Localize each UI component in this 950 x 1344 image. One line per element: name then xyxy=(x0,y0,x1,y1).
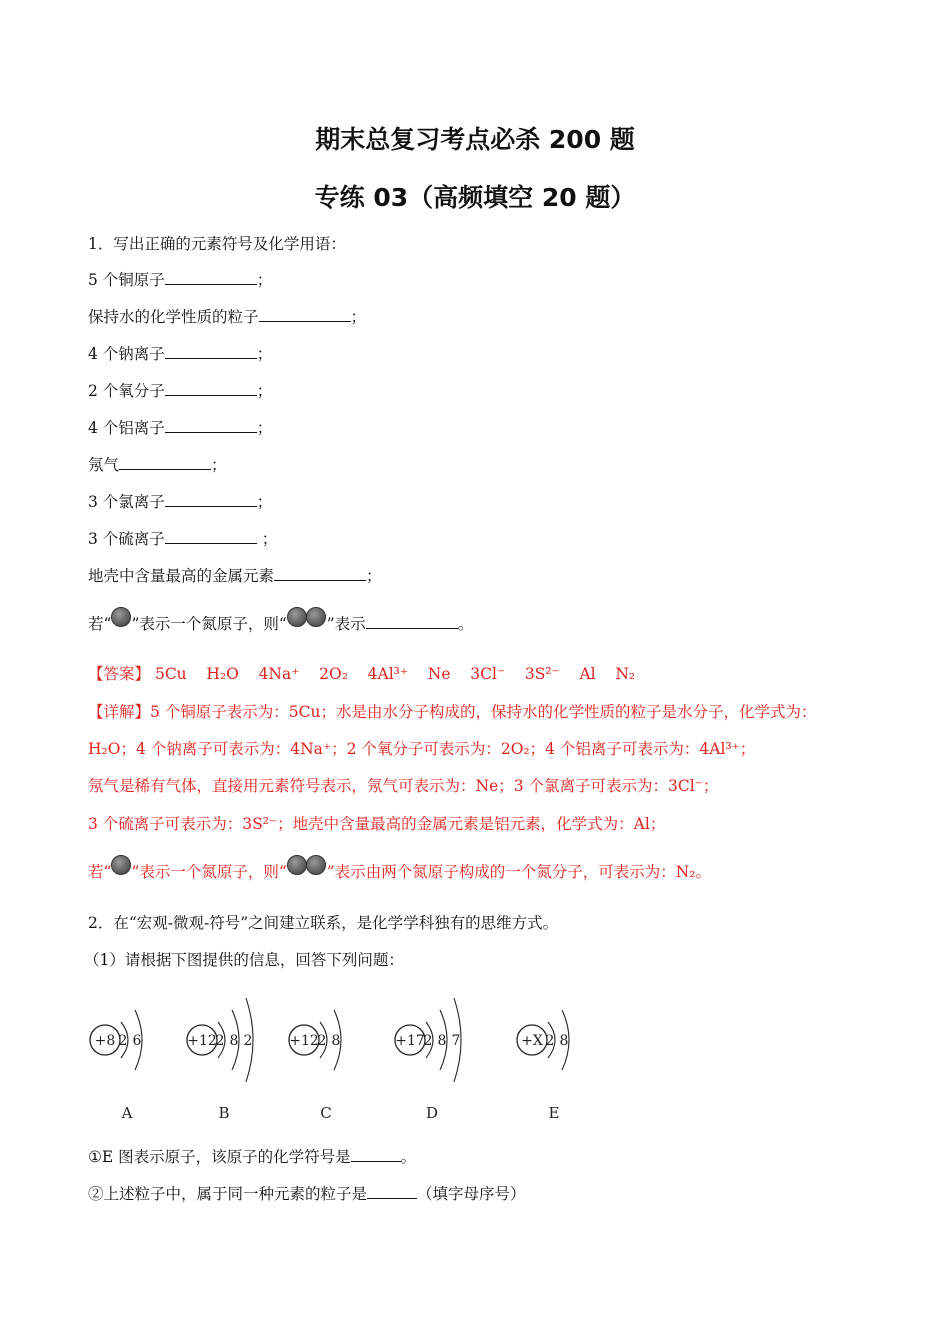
q1-item: 3 个氯离子 ； xyxy=(88,493,273,511)
shell-electron-count: 8 xyxy=(331,1033,341,1049)
q1-item: 保持水的化学性质的粒子 ； xyxy=(88,308,367,326)
diagram-letter: A xyxy=(121,1104,133,1122)
shell-electron-count: 8 xyxy=(229,1033,239,1049)
shell-electron-count: 7 xyxy=(451,1033,461,1049)
answer-blank[interactable] xyxy=(165,418,257,433)
answer-blank[interactable] xyxy=(351,1147,401,1162)
shell-electron-count: 2 xyxy=(317,1033,327,1049)
atom-diagram-b xyxy=(187,998,253,1122)
q2-question-a: ①E 图表示原子，该原子的化学符号是 。 xyxy=(88,1148,417,1166)
shell-electron-count: 8 xyxy=(559,1033,569,1049)
q1-item: 5 个铜原子 ； xyxy=(88,271,273,289)
atom-diagram-c xyxy=(289,1010,341,1122)
shell-electron-count: 2 xyxy=(215,1033,225,1049)
doc-title: 期末总复习考点必杀 200 题 xyxy=(315,125,635,154)
doc-subtitle: 专练 03（高频填空 20 题） xyxy=(314,183,636,212)
shell-electron-count: 2 xyxy=(423,1033,433,1049)
atom-diagram-e xyxy=(517,1010,569,1122)
atom-diagram-d xyxy=(395,998,461,1122)
diagram-letter: C xyxy=(320,1104,332,1122)
answer-blank[interactable] xyxy=(165,381,257,396)
shell-electron-count: 6 xyxy=(132,1033,142,1049)
q1-detail-line: 氖气是稀有气体，直接用元素符号表示，氖气可表示为：Ne；3 个氯离子可表示为：3Cl⁻； xyxy=(88,777,719,795)
q1-item: 3 个硫离子 ； xyxy=(88,530,278,548)
nitrogen-atom-icon xyxy=(111,607,131,627)
answer-blank[interactable] xyxy=(366,614,458,629)
answer-blank[interactable] xyxy=(259,307,351,322)
nucleus-label: +X xyxy=(521,1033,543,1049)
diagram-letter: E xyxy=(548,1104,560,1122)
nitrogen-atom-icon xyxy=(111,855,131,875)
diagram-letter: D xyxy=(425,1104,439,1122)
answer-blank[interactable] xyxy=(274,566,366,581)
diagram-letter: B xyxy=(218,1104,230,1122)
answer-blank[interactable] xyxy=(367,1184,417,1199)
atom-structure-diagrams xyxy=(85,985,605,1135)
detail-tag: 【详解】 xyxy=(88,703,151,721)
shell-electron-count: 2 xyxy=(545,1033,555,1049)
q1-detail-line: H₂O；4 个钠离子可表示为：4Na⁺；2 个氧分子可表示为：2O₂；4 个铝离子可表示为：4Al³⁺； xyxy=(88,740,756,758)
shell-electron-count: 2 xyxy=(118,1033,128,1049)
answer-blank[interactable] xyxy=(165,492,257,507)
q1-detail-line: 3 个硫离子可表示为：3S²⁻；地壳中含量最高的金属元素是铝元素，化学式为：Al； xyxy=(88,815,666,833)
nucleus-label: +12 xyxy=(187,1033,217,1049)
atom-diagram-a xyxy=(90,1010,142,1122)
nitrogen-molecule-icon xyxy=(287,607,327,627)
answer-blank[interactable] xyxy=(165,529,257,544)
answer-blank[interactable] xyxy=(165,270,257,285)
answer-blank[interactable] xyxy=(165,344,257,359)
answer-blank[interactable] xyxy=(119,455,211,470)
q1-item: 2 个氧分子 ； xyxy=(88,382,273,400)
q2-stem: 2．在“宏观-微观-符号”之间建立联系，是化学学科独有的思维方式。 xyxy=(88,914,559,932)
nucleus-label: +8 xyxy=(94,1033,116,1049)
q1-item: 氖气 ； xyxy=(88,456,227,474)
q2-question-b: ②上述粒子中，属于同一种元素的粒子是 （填字母序号） xyxy=(88,1185,526,1203)
q1-detail-line: 若“ ”表示一个氮原子，则“ ”表示由两个氮原子构成的一个氮分子，可表示为：N₂。 xyxy=(88,860,711,883)
q1-stem: 1．写出正确的元素符号及化学用语： xyxy=(88,235,346,253)
q1-detail-line: 【详解】5 个铜原子表示为：5Cu；水是由水分子构成的，保持水的化学性质的粒子是水分子，化学式为： xyxy=(88,703,817,721)
q1-answer: 【答案】 5Cu H₂O 4Na⁺ 2O₂ 4Al³⁺ Ne 3Cl⁻ 3S²⁻ Al N₂ xyxy=(88,665,636,683)
answer-tag: 【答案】 xyxy=(88,665,151,683)
shell-electron-count: 8 xyxy=(437,1033,447,1049)
q1-item: 4 个铝离子 ； xyxy=(88,419,273,437)
shell-electron-count: 2 xyxy=(243,1033,253,1049)
nucleus-label: +12 xyxy=(289,1033,319,1049)
q1-item: 地壳中含量最高的金属元素 ； xyxy=(88,567,382,585)
q1-item-nitrogen: 若“ ”表示一个氮原子，则“ ”表示 。 xyxy=(88,612,473,635)
q2-sub1: （1）请根据下图提供的信息，回答下列问题： xyxy=(84,951,404,969)
q1-item: 4 个钠离子 ； xyxy=(88,345,273,363)
nitrogen-molecule-icon xyxy=(287,855,327,875)
nucleus-label: +17 xyxy=(395,1033,425,1049)
